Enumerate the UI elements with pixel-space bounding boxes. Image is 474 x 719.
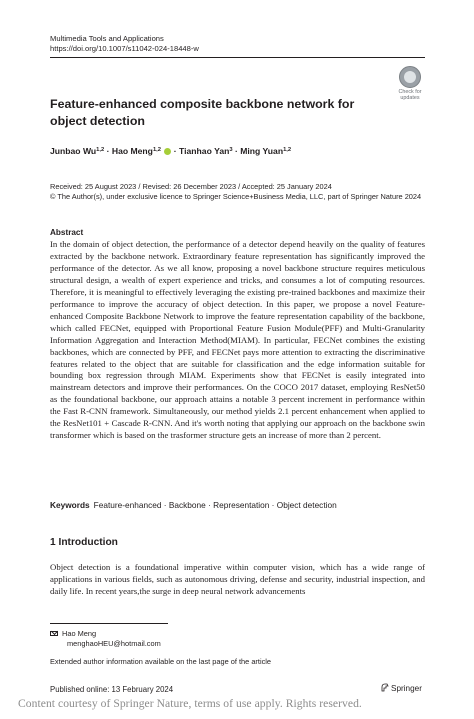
- publisher-name: Springer: [391, 684, 422, 693]
- author-name: Tianhao Yan: [179, 146, 230, 156]
- keywords-list: Feature-enhanced · Backbone · Representation · Object detection: [93, 500, 337, 510]
- check-for-updates-badge[interactable]: [394, 66, 426, 102]
- section-heading: 1 Introduction: [50, 537, 118, 548]
- author-name: Hao Meng: [111, 146, 153, 156]
- springer-horse-icon: [381, 683, 389, 692]
- published-date: Published online: 13 February 2024: [50, 685, 174, 694]
- journal-name: Multimedia Tools and Applications: [50, 34, 164, 43]
- author-list: [50, 146, 291, 156]
- author-affiliation: 1,2: [96, 147, 105, 153]
- check-updates-icon: [399, 66, 421, 88]
- introduction-text: Object detection is a foundational imperative within computer vision, which has a wide range of applications in various fields, such as autonomous driving, defense and security, industrial inspection, and daily life. In recent years,the surge in deep neural network advancements: [50, 562, 425, 596]
- paper-title: Feature-enhanced composite backbone network for object detection: [50, 97, 355, 128]
- journal-header: [50, 34, 199, 54]
- history-dates: Received: 25 August 2023 / Revised: 26 December 2023 / Accepted: 25 January 2024: [50, 182, 332, 191]
- author-separator: ·: [106, 146, 110, 156]
- keywords-label: Keywords: [50, 500, 90, 510]
- header-rule: [50, 57, 425, 58]
- author-affiliation: 1,2: [152, 147, 161, 153]
- copyright-notice: © The Author(s), under exclusive licence to Springer Science+Business Media, LLC, part of Springer Nature 2024: [50, 192, 422, 202]
- author-name: Junbao Wu: [50, 146, 97, 156]
- courtesy-notice: Content courtesy of Springer Nature, terms of use apply. Rights reserved.: [18, 697, 362, 710]
- orcid-icon[interactable]: [164, 148, 171, 155]
- check-updates-label: Check for updates: [398, 89, 422, 101]
- envelope-icon: [50, 631, 58, 637]
- author-name: Ming Yuan: [240, 146, 284, 156]
- author-affiliation: 1,2: [283, 147, 292, 153]
- corresponding-name: Hao Meng: [62, 629, 97, 638]
- extended-info-note: Extended author information available on the last page of the article: [50, 657, 272, 666]
- author-separator: ·: [234, 146, 238, 156]
- keywords: [50, 500, 337, 510]
- doi-link[interactable]: https://doi.org/10.1007/s11042-024-18448-w: [50, 44, 199, 53]
- footnote-rule: [50, 623, 168, 624]
- abstract-text: In the domain of object detection, the performance of a detector depend heavily on the quality of features extracted by the backbone network. Extraordinary feature representation has significantly improved the performance of the detector. As we all know, proposing a novel backbone structure requires meticulous structural design, a wealth of expert experience and tricks, and consumes a lot of computing resources. Therefore, it is meaningful to effectively leveraging the existing pre-trained backbones and maximize their performance to improve the accuracy of object detection. In this paper, we propose a novel Feature-enhanced Composite Backbone Network to improve the feature representation capability of the backbone, which called FECNet, equipped with Proportional Feature Fusion Module(PFF) and Multi-Granularity Information Aggregation and Interaction Method(MIAM). In particular, FECNet combines the existing backbones, which are connected by PFF, and FECNet pays more attention to extracting the discriminative features related to the object that are suitable for classification and the edge information suitable for bounding box regression through MIAM. Experiments show that FECNet is easily integrated into mainstream detectors and improve their performances. On the COCO 2017 dataset, employing ResNet50 as the foundational backbone, our approach attains a notable 3 percent increment in performance within the Fast R-CNN framework. Simultaneously, our method yields 2.1 percent enhancement when applied to the ResNet101 + Cascade R-CNN. And it's worth noting that applying our approach on the backbone swin transformer which is based on the trasformer structure gets an increase of more than 2 percent.: [50, 239, 425, 441]
- publication-dates: [50, 182, 421, 202]
- author-affiliation: 3: [229, 147, 233, 153]
- corresponding-author: [50, 629, 161, 649]
- publisher-logo: [381, 683, 422, 693]
- author-separator: ·: [173, 146, 177, 156]
- author-email[interactable]: menghaoHEU@hotmail.com: [67, 639, 161, 648]
- abstract-heading: Abstract: [50, 228, 84, 237]
